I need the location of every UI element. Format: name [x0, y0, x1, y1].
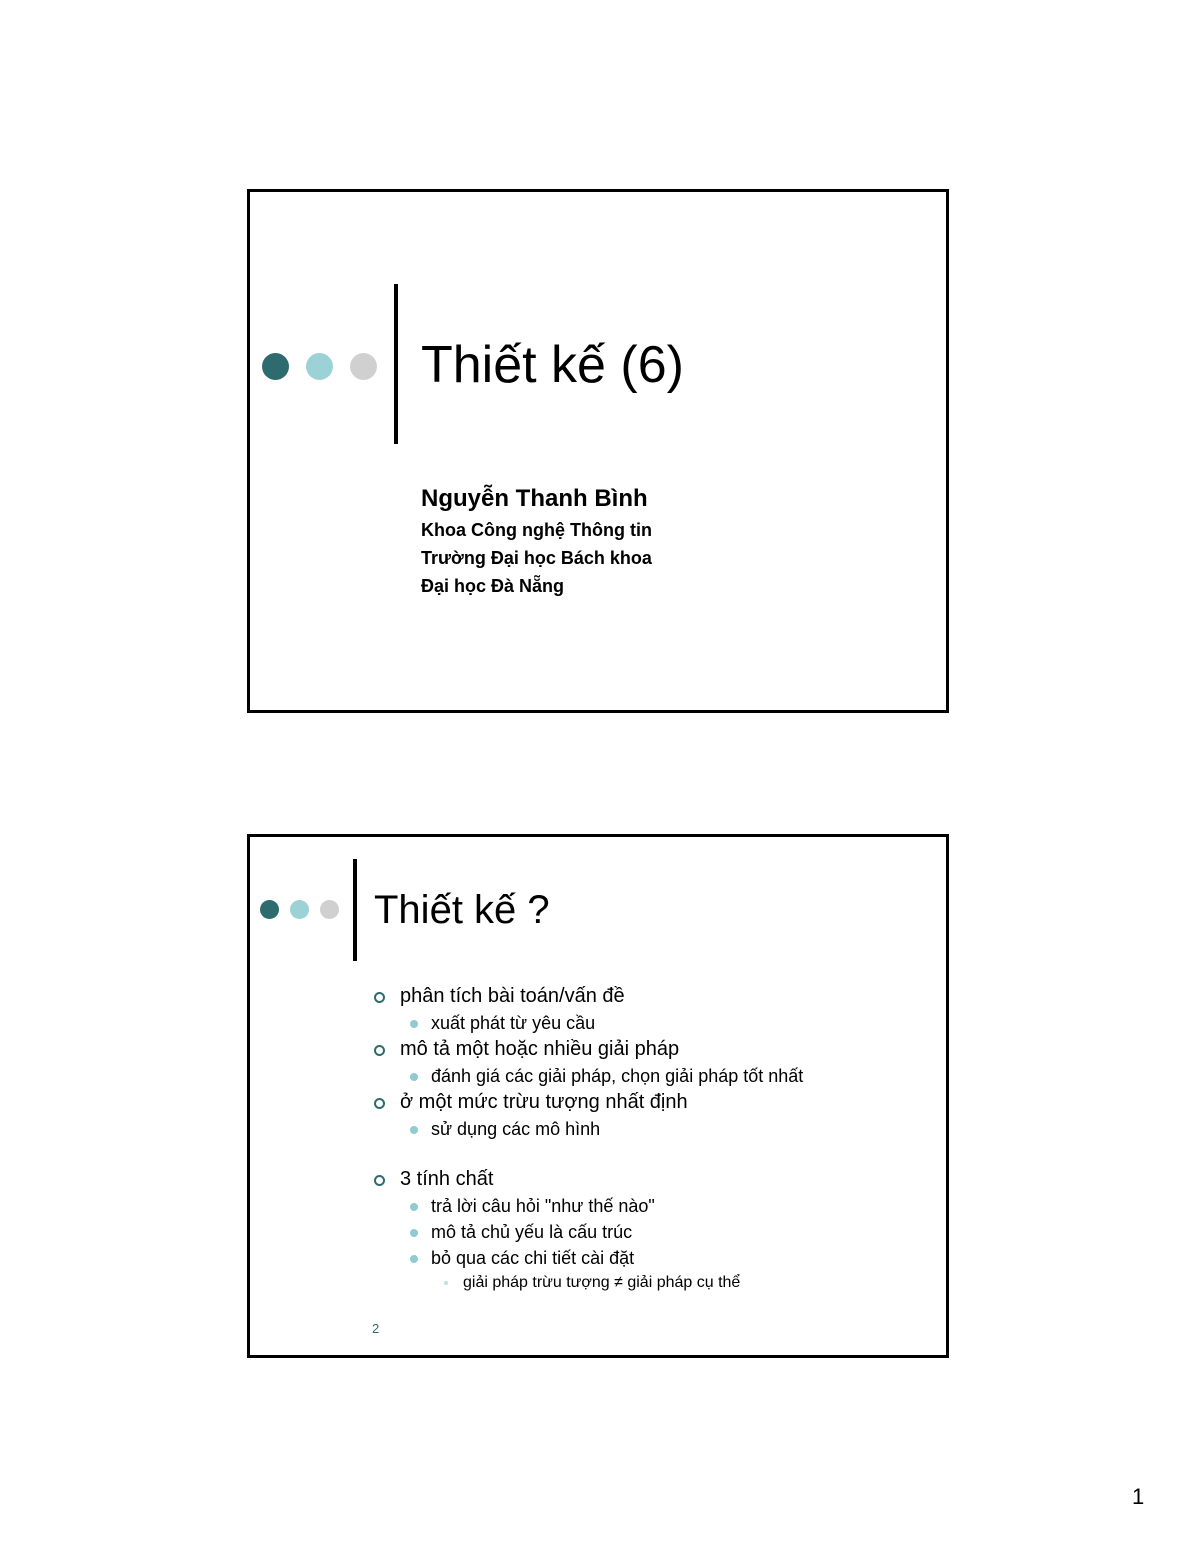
- list-item: [370, 1271, 940, 1295]
- list-item: [370, 1036, 940, 1063]
- list-item-text: đánh giá các giải pháp, chọn giải pháp tốt nhất: [431, 1066, 804, 1086]
- list-item-text: sử dụng các mô hình: [431, 1119, 601, 1139]
- ring-bullet-icon: [374, 1098, 385, 1109]
- ring-bullet-icon: [374, 1045, 385, 1056]
- list-item-text: phân tích bài toán/vấn đề: [400, 985, 625, 1007]
- dot-bullet-icon: [410, 1020, 418, 1028]
- ring-bullet-icon: [374, 1175, 385, 1186]
- slide-1: [247, 189, 949, 713]
- affiliation-line: Đại học Đà Nẵng: [421, 576, 565, 596]
- list-item-text: bỏ qua các chi tiết cài đặt: [431, 1248, 635, 1268]
- title-divider: [353, 859, 357, 961]
- page-number: 1: [1132, 1484, 1145, 1509]
- list-item: [370, 1089, 940, 1116]
- dot-bullet-icon: [410, 1073, 418, 1081]
- list-item: [370, 1245, 940, 1271]
- list-item: [370, 1193, 940, 1219]
- list-item: [370, 1166, 940, 1193]
- list-item: [370, 1063, 940, 1089]
- list-item-text: mô tả chủ yếu là cấu trúc: [431, 1222, 633, 1242]
- list-item-text: trả lời câu hỏi "như thế nào": [431, 1196, 655, 1216]
- decor-dot-dark: [260, 900, 279, 919]
- ring-bullet-icon: [374, 992, 385, 1003]
- dot-bullet-icon: [410, 1255, 418, 1263]
- list-item: [370, 1219, 940, 1245]
- decor-dot-dark: [262, 353, 289, 380]
- decor-dot-teal: [290, 900, 309, 919]
- dot-bullet-icon: [410, 1229, 418, 1237]
- list-item-text: xuất phát từ yêu cầu: [431, 1013, 596, 1033]
- list-item: [370, 1116, 940, 1142]
- list-item-text: ở một mức trừu tượng nhất định: [400, 1091, 688, 1113]
- affiliation-line: Khoa Công nghệ Thông tin: [421, 520, 652, 540]
- decor-dot-teal: [306, 353, 333, 380]
- slide-2-title: Thiết kế ?: [374, 888, 550, 932]
- decor-dot-gray: [320, 900, 339, 919]
- slide-number: 2: [372, 1321, 380, 1336]
- decor-dot-gray: [350, 353, 377, 380]
- author-name: Nguyễn Thanh Bình: [421, 485, 648, 512]
- affiliation-line: Trường Đại học Bách khoa: [421, 548, 652, 568]
- dot-bullet-icon: [410, 1203, 418, 1211]
- small-dot-bullet-icon: [444, 1281, 448, 1285]
- list-item-text: giải pháp trừu tượng ≠ giải pháp cụ thể: [463, 1274, 741, 1291]
- slide-2: [247, 834, 949, 1358]
- list-item: [370, 983, 940, 1010]
- bullet-list: [370, 983, 940, 1295]
- list-item: [370, 1010, 940, 1036]
- title-divider: [394, 284, 398, 444]
- list-item-text: 3 tính chất: [400, 1168, 494, 1190]
- slide-1-title: Thiết kế (6): [421, 336, 684, 394]
- dot-bullet-icon: [410, 1126, 418, 1134]
- list-item-text: mô tả một hoặc nhiều giải pháp: [400, 1038, 680, 1060]
